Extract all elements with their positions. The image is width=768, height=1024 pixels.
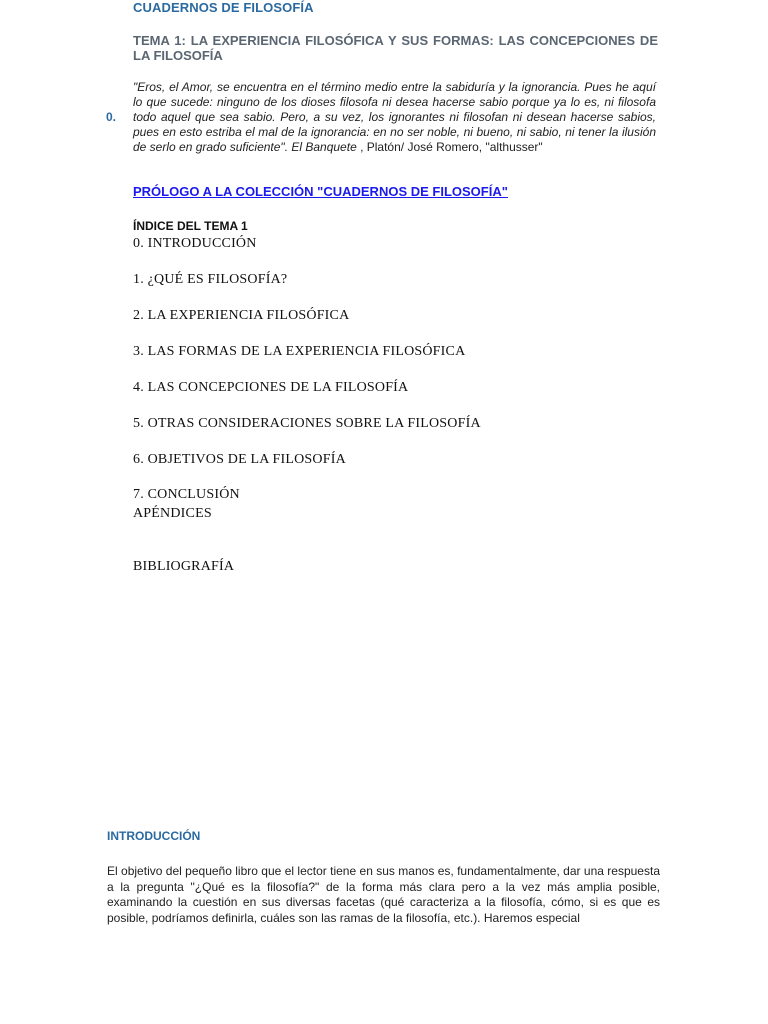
toc-item-introduccion: 0. INTRODUCCIÓN [133,236,257,251]
toc-item-bibliografia: BIBLIOGRAFÍA [133,559,235,574]
theme-title: TEMA 1: LA EXPERIENCIA FILOSÓFICA Y SUS FORMAS: LAS CONCEPCIONES DE LA FILOSOFÍA [133,33,658,63]
site-title: CUADERNOS DE FILOSOFÍA [133,0,314,15]
introduction-heading: INTRODUCCIÓN [107,829,201,843]
toc-item-conclusion: 7. CONCLUSIÓN [133,487,240,502]
prologue-link[interactable]: PRÓLOGO A LA COLECCIÓN "CUADERNOS DE FILOSOFÍA" [133,184,508,199]
introduction-paragraph: El objetivo del pequeño libro que el lector tiene en sus manos es, fundamentalmente, dar una respuesta a la pregunta "¿Qué es la filosofía?" de la forma más clara pero a la vez más amplia posible, examinando la cuestión en sus diversas facetas (qué caracteriza a la filosofía, cómo, si es que es posible, podríamos definirla, cuáles son las ramas de la filosofía, etc.). Haremos especial [107,864,660,925]
toc-item-formas-experiencia: 3. LAS FORMAS DE LA EXPERIENCIA FILOSÓFICA [133,344,466,359]
toc-item-objetivos: 6. OBJETIVOS DE LA FILOSOFÍA [133,452,346,467]
toc-item-apendices: APÉNDICES [133,506,212,521]
toc-item-que-es-filosofia: 1. ¿QUÉ ES FILOSOFÍA? [133,272,288,287]
toc-item-concepciones: 4. LAS CONCEPCIONES DE LA FILOSOFÍA [133,380,409,395]
toc-item-experiencia-filosofica: 2. LA EXPERIENCIA FILOSÓFICA [133,308,350,323]
epigraph-number: 0. [106,110,117,124]
epigraph-quote [133,80,656,155]
epigraph-attribution: , Platón/ José Romero, "althusser" [356,140,543,154]
epigraph-quote-text: "Eros, el Amor, se encuentra en el término medio entre la sabiduría y la ignorancia. Pues he aquí lo que sucede: ninguno de los dioses filosofa ni desea hacerse sabio porque ya lo es, ni filosofa todo aquel que sea sabio. Pero, a su vez, los ignorantes ni filosofan ni desean hacerse sabios, pues en esto estriba el mal de la ignorancia: en no ser noble, ni bueno, ni sabio, ni tener la ilusión de serlo en grado suficiente". El Banquete [133,80,656,154]
toc-item-otras-consideraciones: 5. OTRAS CONSIDERACIONES SOBRE LA FILOSOFÍA [133,416,481,431]
index-heading: ÍNDICE DEL TEMA 1 [133,219,248,233]
